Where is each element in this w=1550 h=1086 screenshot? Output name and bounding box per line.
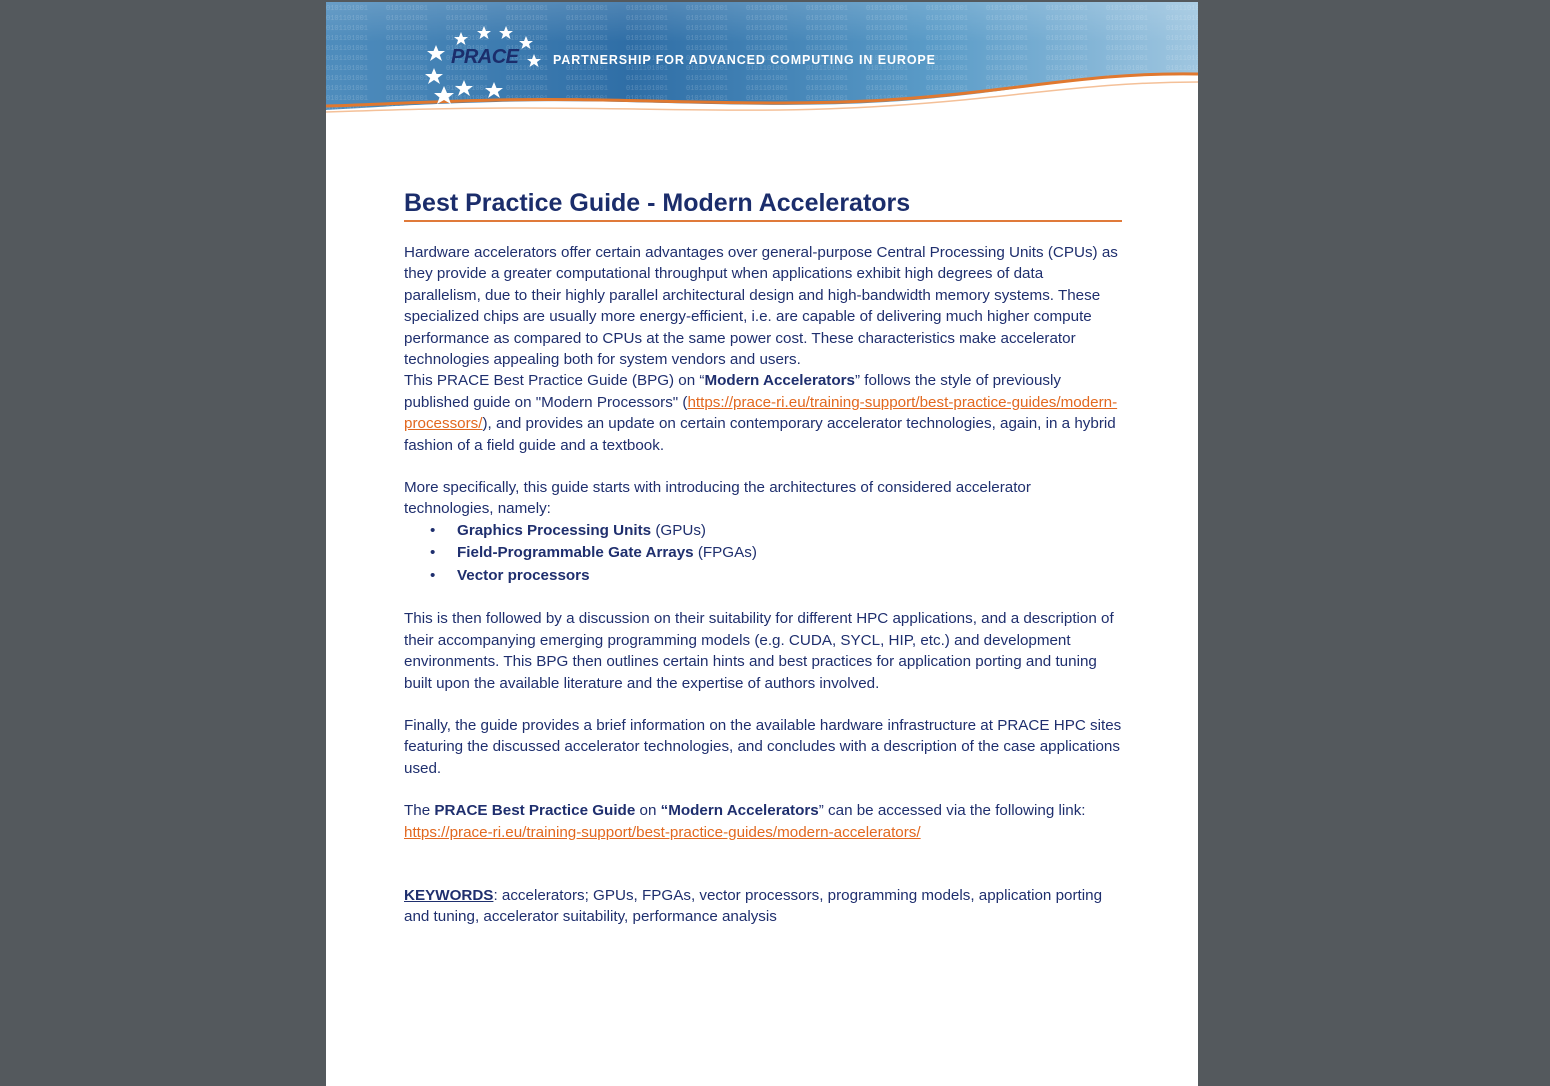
bullet-icon: •	[430, 521, 436, 539]
text-span: ” can be accessed via the following link:	[818, 802, 1086, 820]
suitability-paragraph: This is then followed by a discussion on their suitability for different HPC applications, and a description of their accompanying emerging programming models (e.g. CUDA, SYCL, HIP, etc.) and development environments. This BPG then outlines certain hints and best practices for application porting and tuning built upon the available literature and the expertise of authors involved.	[404, 610, 1114, 692]
modern-accelerators-link[interactable]: https://prace-ri.eu/training-support/best-practice-guides/modern-accelerators/	[404, 823, 921, 841]
bullet-icon: •	[430, 566, 436, 584]
prace-logo: PRACE	[451, 46, 519, 68]
paragraph-gap	[404, 779, 1122, 800]
text-span: This PRACE Best Practice Guide (BPG) on “	[404, 372, 705, 390]
text-span: ), and provides an update on certain contemporary accelerator technologies, again, in a hybrid fashion of a field guide and a textbook.	[404, 415, 1116, 454]
paragraph-gap	[404, 864, 1122, 885]
paragraph-gap	[404, 456, 1122, 477]
text-span: The	[404, 802, 435, 820]
list-item	[430, 542, 1122, 565]
text-span: ” follows the style of previously published guide on "Modern Processors" (	[404, 372, 1061, 411]
keywords-text: : accelerators; GPUs, FPGAs, vector processors, programming models, application porting and tuning, accelerator suitability, performance analysis	[404, 887, 1103, 926]
access-paragraph	[404, 800, 1122, 843]
text-span: on	[635, 802, 661, 820]
paragraph-gap	[404, 694, 1122, 715]
document-title: Best Practice Guide - Modern Accelerators	[404, 189, 911, 217]
list-item	[430, 565, 1122, 588]
text-span: (FPGAs)	[693, 544, 757, 562]
keywords-paragraph	[404, 885, 1122, 928]
bold-text: PRACE Best Practice Guide	[434, 802, 636, 820]
bold-text: “Modern Accelerators	[660, 802, 819, 820]
bold-text: Graphics Processing Units	[457, 521, 652, 539]
architectures-paragraph: More specifically, this guide starts with introducing the architectures of considered accelerator technologies, namely:	[404, 479, 1031, 518]
intro-paragraph: Hardware accelerators offer certain advantages over general-purpose Central Processing Units (CPUs) as they provide a greater computational throughput when applications exhibit high degrees of data parallelism, due to their highly parallel architectural design and high-bandwidth memory systems. These specialized chips are usually more energy-efficient, i.e. are capable of delivering much higher compute performance as compared to CPUs at the same power cost. These characteristics make accelerator technologies appealing both for system vendors and users.	[404, 244, 1118, 369]
modern-processors-link[interactable]: https://prace-ri.eu/training-support/best-practice-guides/modern-processors/	[404, 393, 1118, 433]
paragraph-gap	[404, 587, 1122, 608]
paragraph-gap	[404, 843, 1122, 864]
bullet-icon: •	[430, 544, 436, 562]
prace-header-banner	[326, 2, 1198, 122]
document-body	[404, 188, 1122, 928]
text-span: (GPUs)	[651, 521, 706, 539]
accelerator-list	[404, 520, 1122, 588]
keywords-label: KEYWORDS	[404, 887, 494, 905]
pdf-page	[326, 2, 1198, 1086]
bpg-paragraph	[404, 370, 1122, 456]
list-item	[430, 520, 1122, 543]
bold-text: Field-Programmable Gate Arrays	[457, 544, 694, 562]
header-tagline: PARTNERSHIP FOR ADVANCED COMPUTING IN EUROPE	[553, 53, 936, 67]
title-underline	[404, 220, 1122, 222]
infrastructure-paragraph: Finally, the guide provides a brief information on the available hardware infrastructure at PRACE HPC sites featuring the discussed accelerator technologies, and concludes with a description of the case applications used.	[404, 717, 1122, 777]
bold-text: Vector processors	[457, 566, 590, 584]
bold-text: Modern Accelerators	[704, 372, 856, 390]
